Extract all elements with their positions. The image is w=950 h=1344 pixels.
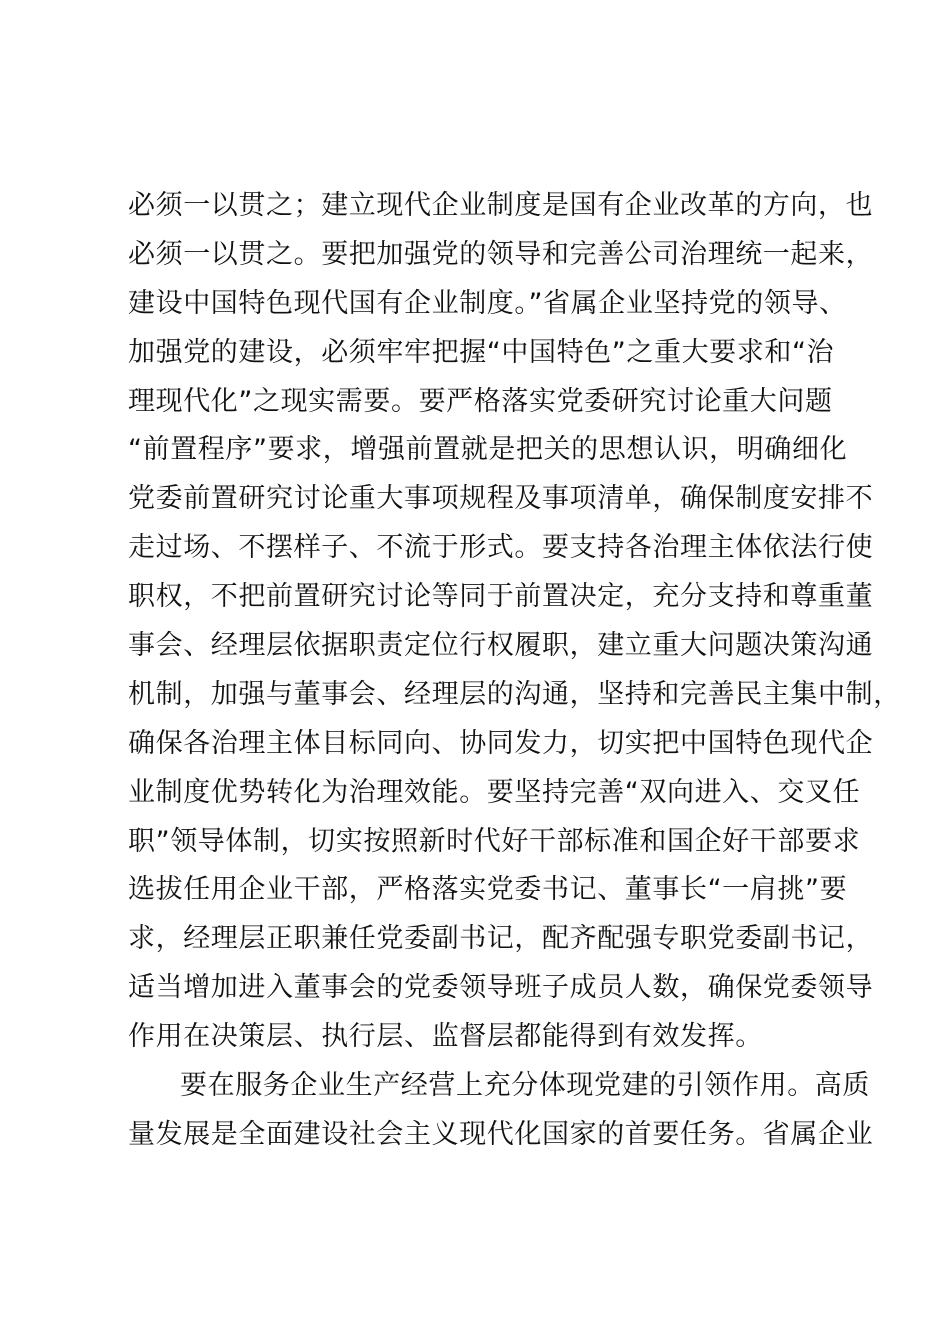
text-line: 适当增加进入董事会的党委领导班子成员人数，确保党委领导 <box>128 972 874 1004</box>
text-line: 党委前置研究讨论重大事项规程及事项清单，确保制度安排不 <box>128 483 874 515</box>
text-line: 职”领导体制，切实按照新时代好干部标准和国企好干部要求 <box>128 825 861 857</box>
text-line: 必须一以贯之。要把加强党的领导和完善公司治理统一起来， <box>128 238 874 270</box>
text-line: 作用在决策层、执行层、监督层都能得到有效发挥。 <box>128 1021 763 1053</box>
text-line: 机制，加强与董事会、经理层的沟通，坚持和完善民主集中制， <box>128 678 901 710</box>
text-line: 求，经理层正职兼任党委副书记，配齐配强专职党委副书记， <box>128 923 874 955</box>
text-line: “前置程序”要求，增强前置就是把关的思想认识，明确细化 <box>128 434 848 466</box>
text-line: 必须一以贯之；建立现代企业制度是国有企业改革的方向，也 <box>128 190 874 221</box>
text-line: 理现代化”之现实需要。要严格落实党委研究讨论重大问题 <box>128 385 833 417</box>
text-line: 走过场、不摆样子、不流于形式。要支持各治理主体依法行使 <box>128 532 874 564</box>
text-line: 确保各治理主体目标同向、协同发力，切实把中国特色现代企 <box>128 727 874 759</box>
body-text <box>128 182 901 1160</box>
text-line: 事会、经理层依据职责定位行权履职，建立重大问题决策沟通 <box>128 630 874 662</box>
text-line: 建设中国特色现代国有企业制度。”省属企业坚持党的领导、 <box>128 287 847 319</box>
paragraph-first-line: 要在服务企业生产经营上充分体现党建的引领作用。高质 <box>180 1070 870 1102</box>
text-line: 业制度优势转化为治理效能。要坚持完善“双向进入、交叉任 <box>128 776 861 808</box>
text-line: 职权，不把前置研究讨论等同于前置决定，充分支持和尊重董 <box>128 581 874 613</box>
text-line: 加强党的建设，必须牢牢把握“中国特色”之重大要求和“治 <box>128 336 835 368</box>
text-line: 量发展是全面建设社会主义现代化国家的首要任务。省属企业 <box>128 1118 874 1150</box>
text-line: 选拔任用企业干部，严格落实党委书记、董事长“一肩挑”要 <box>128 874 848 906</box>
